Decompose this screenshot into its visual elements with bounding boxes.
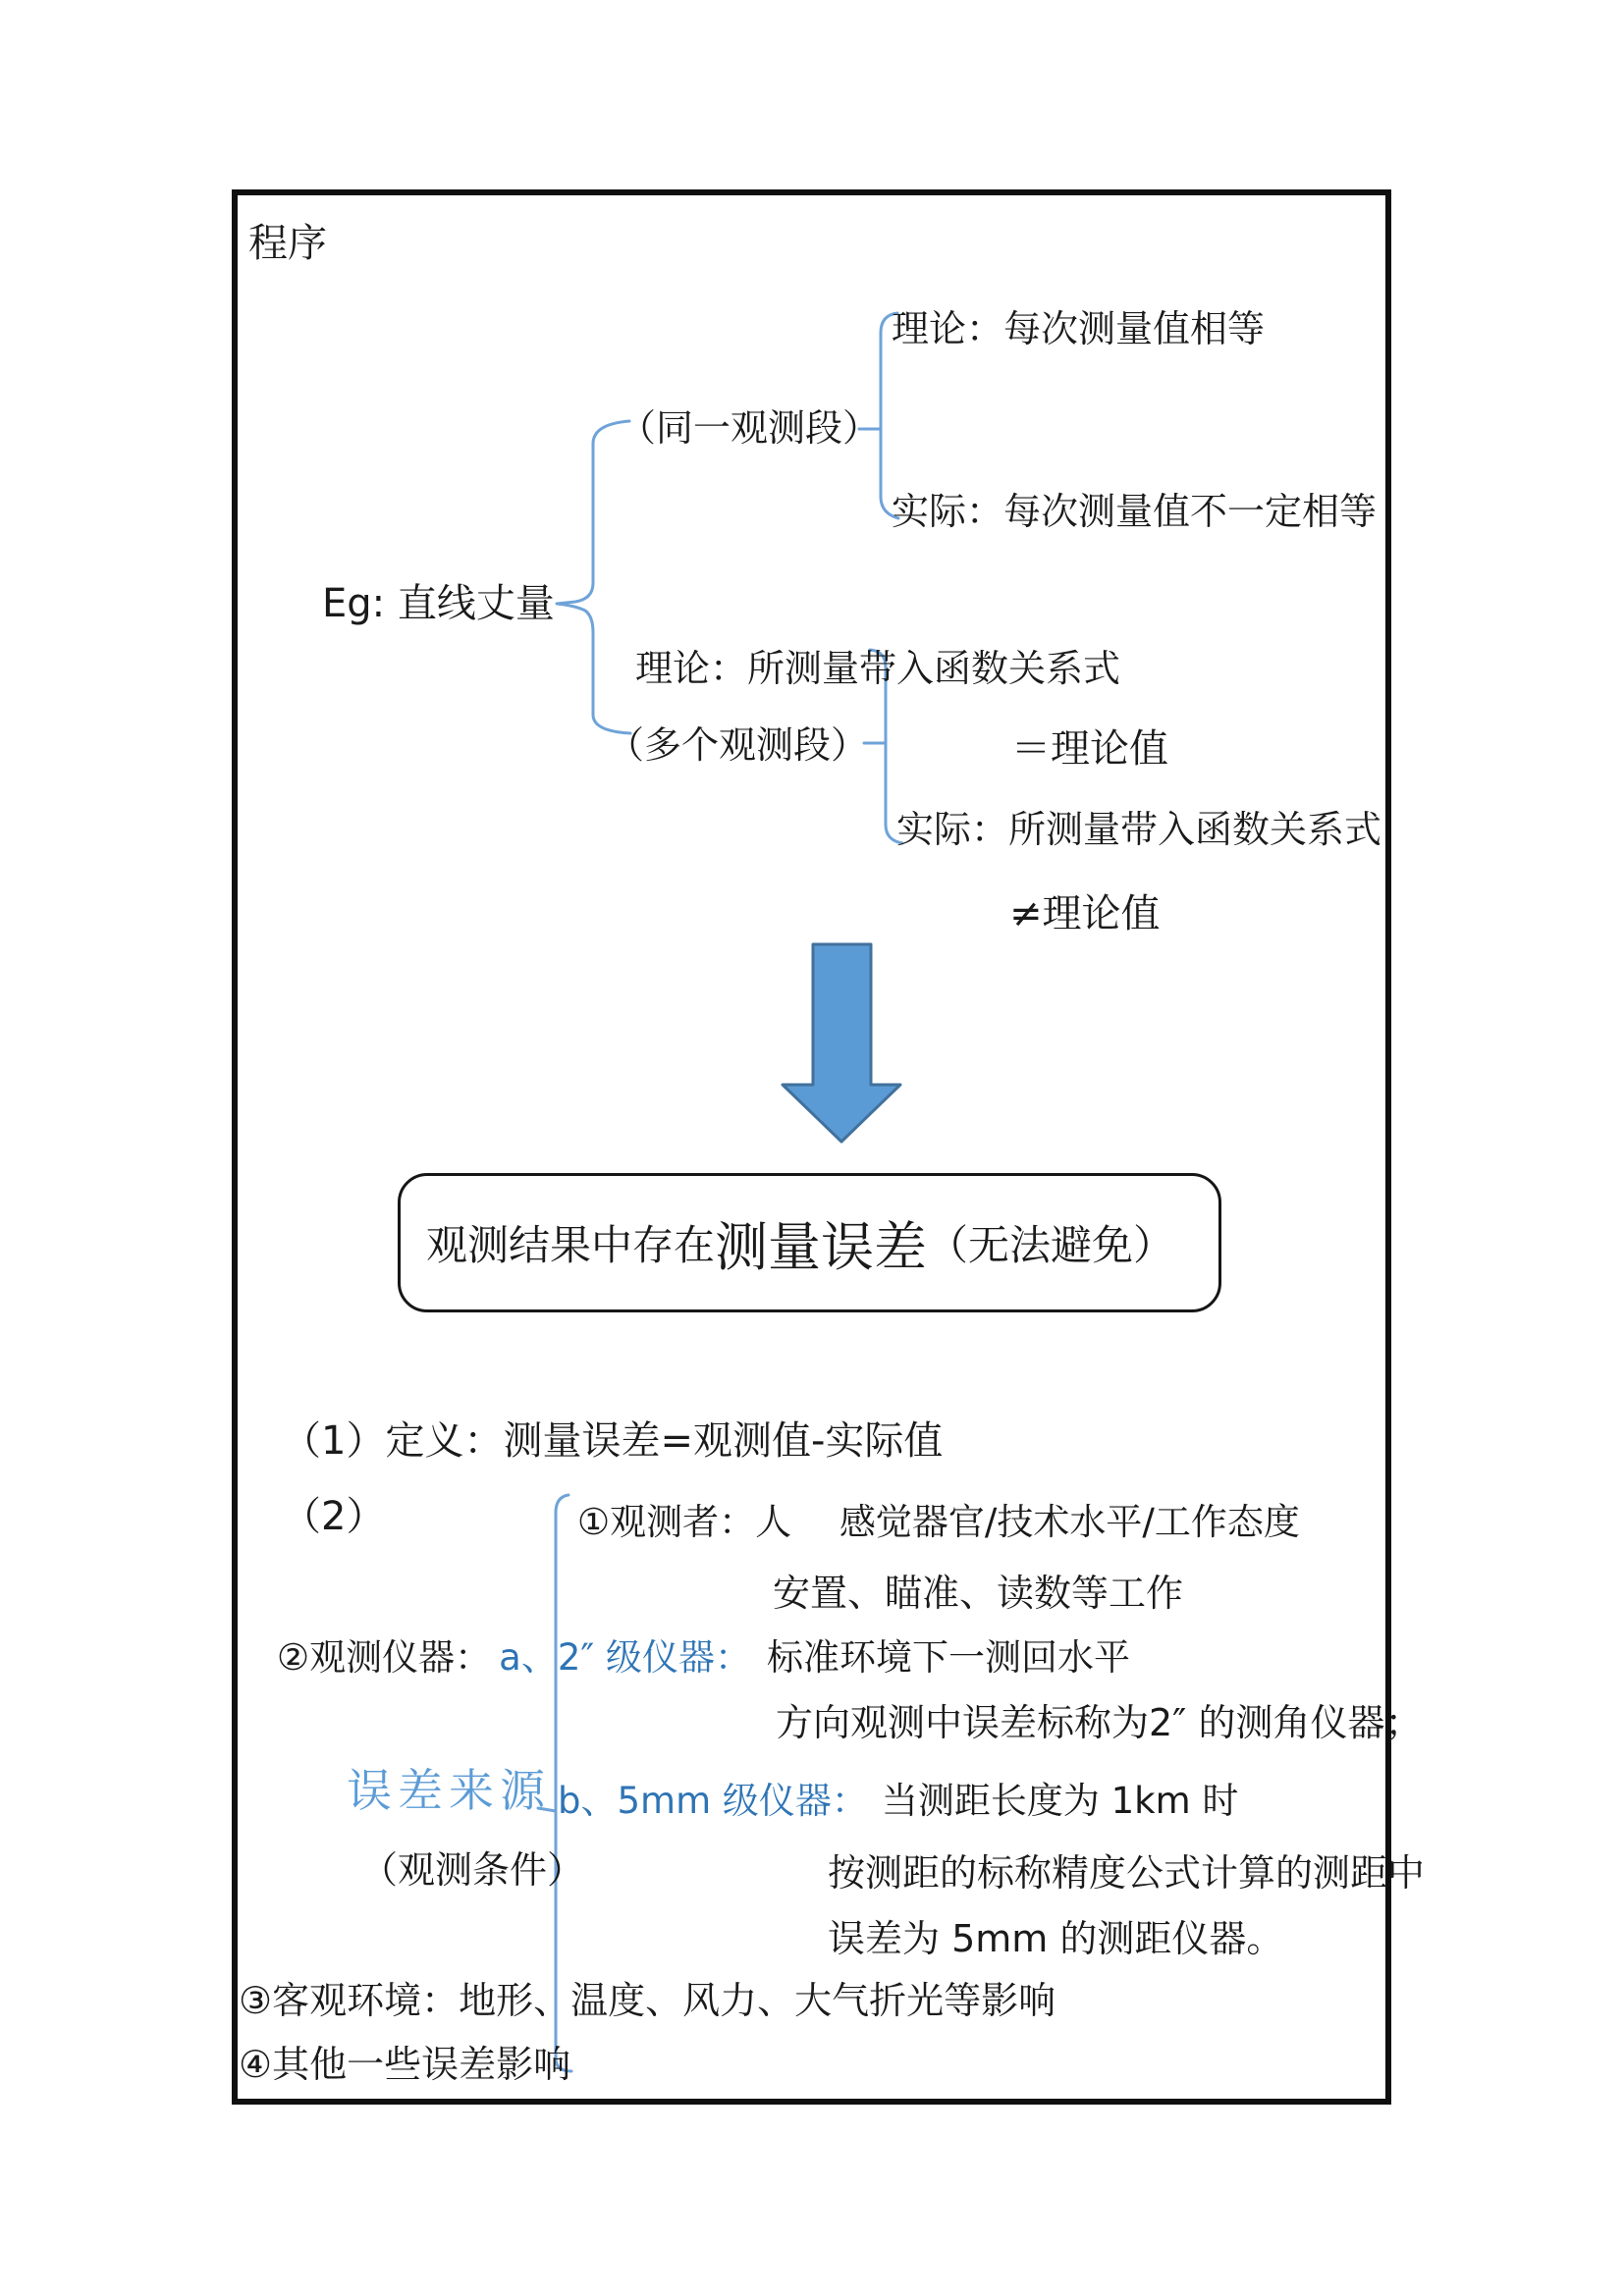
instrument-b-line [558, 1781, 1238, 1823]
instrument-b-line3: 误差为 5mm 的测距仪器。 [828, 1917, 1284, 1960]
instrument-prefix: ②观测仪器： [277, 1636, 492, 1679]
same-segment-actual: 实际：每次测量值不一定相等 [892, 490, 1378, 533]
multi-segment-theory-result: ＝理论值 [1011, 726, 1168, 772]
instrument-b-line2: 按测距的标称精度公式计算的测距中 [828, 1851, 1426, 1895]
conclusion-prefix: 观测结果中存在 [426, 1221, 716, 1269]
instrument-a-label: a、2″ 级仪器： [499, 1636, 751, 1679]
conclusion-highlight: 测量误差 [715, 1215, 928, 1278]
multi-segment-actual-result: ≠理论值 [1009, 891, 1161, 936]
item2-label: （2） [282, 1494, 386, 1539]
error-source-environment: ③客观环境：地形、温度、风力、大气折光等影响 [239, 1979, 1056, 2022]
error-sources-brace-label: 误差来源 [347, 1764, 551, 1817]
tree-root-label: Eg: 直线丈量 [322, 581, 555, 626]
same-segment-theory: 理论：每次测量值相等 [892, 307, 1266, 350]
error-source-observer: ①观测者：人 感觉器官/技术水平/工作态度 [577, 1501, 1300, 1543]
instrument-b-label: b、5mm 级仪器： [558, 1780, 868, 1822]
instrument-b-text: 当测距长度为 1km 时 [881, 1780, 1239, 1822]
error-source-observer-line2: 安置、瞄准、读数等工作 [773, 1572, 1184, 1615]
conclusion-suffix: （无法避免） [927, 1221, 1175, 1269]
multi-segment-label: （多个观测段） [607, 723, 869, 767]
instrument-a-line2: 方向观测中误差标称为2″ 的测角仪器； [776, 1701, 1423, 1744]
error-source-other: ④其他一些误差影响 [239, 2043, 571, 2086]
definition-line: （1）定义：测量误差=观测值-实际值 [282, 1418, 944, 1464]
multi-segment-actual: 实际：所测量带入函数关系式 [896, 808, 1382, 851]
same-segment-label: （同一观测段） [619, 406, 881, 450]
error-sources-brace-sublabel: （观测条件） [360, 1848, 585, 1892]
page-title: 程序 [248, 221, 327, 266]
conclusion-box [398, 1173, 1221, 1312]
instrument-a-text: 标准环境下一测回水平 [766, 1636, 1130, 1679]
multi-segment-theory: 理论：所测量带入函数关系式 [635, 647, 1121, 690]
error-source-instrument-line [277, 1637, 1130, 1680]
